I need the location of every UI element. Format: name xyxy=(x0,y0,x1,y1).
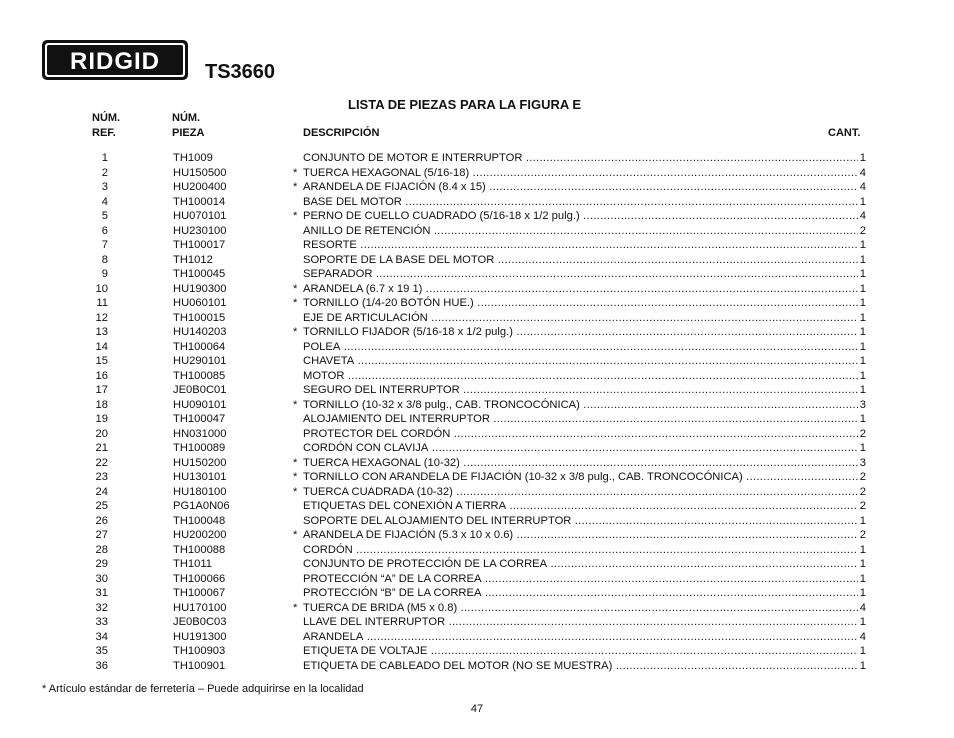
ref-number: 10 xyxy=(95,282,108,295)
part-quantity: 1 xyxy=(859,239,866,251)
ref-number: 4 xyxy=(101,195,108,208)
part-quantity: 1 xyxy=(859,514,866,527)
ref-number: 34 xyxy=(95,630,108,643)
standard-hardware-marker: * xyxy=(293,529,298,541)
part-description: PROTECCIÓN “B” DE LA CORREA ..... xyxy=(303,586,860,601)
part-number: HU150500 xyxy=(173,166,227,179)
parts-list-title: LISTA DE PIEZAS PARA LA FIGURA E xyxy=(348,97,582,112)
part-description: PERNO DE CUELLO CUADRADO (5/16-18 x 1/2 pulg.) ..... xyxy=(303,209,860,224)
part-number: HU230100 xyxy=(173,224,227,237)
part-quantity: 1 xyxy=(859,616,866,628)
ref-number: 8 xyxy=(101,253,108,266)
header-ref-line1: NÚM. xyxy=(92,112,121,124)
part-description: TUERCA CUADRADA (10-32) ..... xyxy=(303,485,860,500)
ref-number: 9 xyxy=(101,268,108,280)
part-quantity: 3 xyxy=(859,398,866,411)
standard-hardware-marker: * xyxy=(293,326,298,338)
part-number: HU090101 xyxy=(173,398,227,411)
part-number: TH100067 xyxy=(173,587,226,599)
part-number: HU170100 xyxy=(173,601,227,614)
part-description: BASE DEL MOTOR ..... xyxy=(303,195,860,210)
header-ref-line2: REF. xyxy=(92,127,116,139)
part-description: SEPARADOR ..... xyxy=(303,267,860,282)
part-quantity: 2 xyxy=(859,427,866,440)
header-piece-line1: NÚM. xyxy=(172,112,201,124)
part-quantity: 1 xyxy=(859,659,866,672)
part-number: JE0B0C03 xyxy=(173,616,227,628)
part-description: POLEA ..... xyxy=(303,340,860,355)
ref-number: 31 xyxy=(95,587,108,599)
ref-number: 17 xyxy=(95,384,108,396)
part-number: HU060101 xyxy=(173,297,227,309)
ref-number: 12 xyxy=(95,311,108,324)
ref-number: 14 xyxy=(95,340,108,353)
ref-number: 25 xyxy=(95,500,108,512)
table-row xyxy=(0,311,954,326)
standard-hardware-marker: * xyxy=(293,398,298,411)
table-row xyxy=(0,514,954,529)
table-row xyxy=(0,195,954,210)
part-number: TH100088 xyxy=(173,543,226,556)
part-description: EJE DE ARTICULACIÓN ..... xyxy=(303,311,860,326)
header-piece-line2: PIEZA xyxy=(172,127,205,139)
part-number: TH100901 xyxy=(173,659,226,672)
part-quantity: 1 xyxy=(859,340,866,353)
standard-hardware-marker: * xyxy=(293,282,298,295)
part-quantity: 1 xyxy=(859,587,866,599)
part-number: TH100066 xyxy=(173,572,226,585)
ref-number: 11 xyxy=(96,297,108,309)
part-number: HU200200 xyxy=(173,529,227,541)
header-description: DESCRIPCIÓN xyxy=(303,127,380,139)
part-description: ANILLO DE RETENCIÓN ..... xyxy=(303,224,860,239)
part-description: PROTECCIÓN “A” DE LA CORREA ..... xyxy=(303,572,860,587)
footnote: * Artículo estándar de ferretería – Puede adquirirse en la localidad xyxy=(42,683,364,695)
part-description: MOTOR ..... xyxy=(303,369,860,384)
table-row xyxy=(0,485,954,500)
part-number: TH1009 xyxy=(173,152,213,164)
table-row xyxy=(0,296,954,311)
part-quantity: 1 xyxy=(859,253,866,266)
table-row xyxy=(0,427,954,442)
part-description: ARANDELA ..... xyxy=(303,630,860,645)
table-row xyxy=(0,601,954,616)
table-row xyxy=(0,398,954,413)
part-number: HN031000 xyxy=(173,427,227,440)
part-number: HU180100 xyxy=(173,485,227,498)
part-description: ETIQUETA DE CABLEADO DEL MOTOR (NO SE MUESTRA) ..... xyxy=(303,659,860,674)
ref-number: 22 xyxy=(95,456,108,469)
page-number: 47 xyxy=(470,703,484,715)
part-description: TUERCA HEXAGONAL (5/16-18) ..... xyxy=(303,166,860,181)
table-row xyxy=(0,340,954,355)
ref-number: 6 xyxy=(101,224,108,237)
part-quantity: 3 xyxy=(859,456,866,469)
table-row xyxy=(0,253,954,268)
ref-number: 28 xyxy=(95,543,108,556)
standard-hardware-marker: * xyxy=(293,166,298,179)
part-description: SOPORTE DE LA BASE DEL MOTOR ..... xyxy=(303,253,860,268)
ref-number: 13 xyxy=(95,326,108,338)
ref-number: 18 xyxy=(95,398,108,411)
part-quantity: 1 xyxy=(859,326,866,338)
part-number: TH100089 xyxy=(173,442,226,454)
part-description: ALOJAMIENTO DEL INTERRUPTOR ..... xyxy=(303,412,860,427)
part-number: HU191300 xyxy=(173,630,227,643)
ref-number: 33 xyxy=(95,616,108,628)
part-number: TH1012 xyxy=(173,253,213,266)
ref-number: 16 xyxy=(95,369,108,382)
table-row xyxy=(0,470,954,485)
part-description: ARANDELA (6.7 x 19 1) ..... xyxy=(303,282,860,297)
table-row xyxy=(0,166,954,181)
ridgid-logo-mark xyxy=(42,40,188,80)
table-row xyxy=(0,557,954,572)
part-description: RESORTE ..... xyxy=(303,238,860,253)
part-number: TH100064 xyxy=(173,340,226,353)
table-row xyxy=(0,441,954,456)
part-quantity: 1 xyxy=(859,152,866,164)
part-description: CONJUNTO DE PROTECCIÓN DE LA CORREA ..... xyxy=(303,557,860,572)
header-quantity: CANT. xyxy=(828,127,861,139)
table-row xyxy=(0,644,954,659)
ref-number: 32 xyxy=(95,601,108,614)
ref-number: 15 xyxy=(95,355,108,367)
part-number: TH100017 xyxy=(173,239,226,251)
ref-number: 36 xyxy=(95,659,108,672)
part-description: TUERCA HEXAGONAL (10-32) ..... xyxy=(303,456,860,471)
table-row xyxy=(0,325,954,340)
part-quantity: 1 xyxy=(859,543,866,556)
part-number: HU130101 xyxy=(173,471,227,483)
ref-number: 21 xyxy=(95,442,108,454)
ref-number: 29 xyxy=(95,558,108,570)
standard-hardware-marker: * xyxy=(293,181,298,193)
ref-number: 2 xyxy=(101,166,108,179)
standard-hardware-marker: * xyxy=(293,601,298,614)
part-quantity: 1 xyxy=(859,282,866,295)
ref-number: 30 xyxy=(95,572,108,585)
table-row xyxy=(0,354,954,369)
table-row xyxy=(0,572,954,587)
part-description: TORNILLO (10-32 x 3/8 pulg., CAB. TRONCOCÓNICA) ..... xyxy=(303,398,860,413)
part-number: TH100047 xyxy=(173,413,226,425)
ref-number: 3 xyxy=(101,181,108,193)
part-quantity: 1 xyxy=(859,355,866,367)
table-row xyxy=(0,209,954,224)
logo-wordmark: RIDGID xyxy=(70,48,160,75)
part-number: HU140203 xyxy=(173,326,227,338)
part-quantity: 1 xyxy=(859,369,866,382)
part-quantity: 4 xyxy=(859,210,866,222)
ref-number: 23 xyxy=(95,471,108,483)
part-number: JE0B0C01 xyxy=(173,384,227,396)
table-row xyxy=(0,659,954,674)
part-description: TORNILLO FIJADOR (5/16-18 x 1/2 pulg.) ..... xyxy=(303,325,860,340)
table-row xyxy=(0,543,954,558)
table-row xyxy=(0,615,954,630)
standard-hardware-marker: * xyxy=(293,456,298,469)
part-number: TH100048 xyxy=(173,514,226,527)
part-quantity: 1 xyxy=(859,413,866,425)
table-row xyxy=(0,586,954,601)
standard-hardware-marker: * xyxy=(293,297,298,309)
table-row xyxy=(0,151,954,166)
table-row xyxy=(0,412,954,427)
part-quantity: 1 xyxy=(859,195,866,208)
part-description: ETIQUETAS DEL CONEXIÓN A TIERRA ..... xyxy=(303,499,860,514)
part-number: HU190300 xyxy=(173,282,227,295)
part-quantity: 2 xyxy=(859,529,866,541)
ref-number: 20 xyxy=(95,427,108,440)
ref-number: 7 xyxy=(101,239,108,251)
part-quantity: 1 xyxy=(859,442,866,454)
part-quantity: 2 xyxy=(859,485,866,498)
part-description: TORNILLO (1/4-20 BOTÓN HUE.) ..... xyxy=(303,296,860,311)
part-quantity: 2 xyxy=(859,471,866,483)
part-number: TH100045 xyxy=(173,268,226,280)
part-number: HU200400 xyxy=(173,181,227,193)
part-number: TH100015 xyxy=(173,311,226,324)
part-description: LLAVE DEL INTERRUPTOR ..... xyxy=(303,615,860,630)
table-row xyxy=(0,224,954,239)
part-description: TORNILLO CON ARANDELA DE FIJACIÓN (10-32 x 3/8 pulg., CAB. TRONCOCÓNICA) ..... xyxy=(303,470,860,485)
part-quantity: 1 xyxy=(859,268,866,280)
parts-table xyxy=(0,151,954,673)
part-description: ETIQUETA DE VOLTAJE ..... xyxy=(303,644,860,659)
part-quantity: 2 xyxy=(859,224,866,237)
part-description: ARANDELA DE FIJACIÓN (5.3 x 10 x 0.6) ..... xyxy=(303,528,860,543)
part-description: TUERCA DE BRIDA (M5 x 0.8) ..... xyxy=(303,601,860,616)
part-quantity: 4 xyxy=(859,630,866,643)
part-description: CHAVETA ..... xyxy=(303,354,860,369)
part-number: TH100014 xyxy=(173,195,226,208)
model-number: TS3660 xyxy=(205,61,276,83)
standard-hardware-marker: * xyxy=(293,485,298,498)
part-description: ARANDELA DE FIJACIÓN (8.4 x 15) ..... xyxy=(303,180,860,195)
ref-number: 35 xyxy=(95,645,108,657)
table-row xyxy=(0,630,954,645)
part-number: HU070101 xyxy=(173,210,227,222)
part-quantity: 1 xyxy=(859,645,866,657)
part-quantity: 1 xyxy=(859,297,866,309)
ref-number: 24 xyxy=(95,485,108,498)
part-quantity: 4 xyxy=(859,601,866,614)
part-quantity: 1 xyxy=(859,558,866,570)
table-row xyxy=(0,238,954,253)
table-row xyxy=(0,180,954,195)
part-description: SEGURO DEL INTERRUPTOR ..... xyxy=(303,383,860,398)
table-row xyxy=(0,383,954,398)
part-description: CORDÓN ..... xyxy=(303,543,860,558)
part-description: PROTECTOR DEL CORDÓN ..... xyxy=(303,427,860,442)
table-row xyxy=(0,499,954,514)
part-number: TH100903 xyxy=(173,645,226,657)
part-quantity: 1 xyxy=(859,572,866,585)
part-description: CONJUNTO DE MOTOR E INTERRUPTOR ..... xyxy=(303,151,860,166)
table-row xyxy=(0,267,954,282)
part-quantity: 4 xyxy=(859,166,866,179)
standard-hardware-marker: * xyxy=(293,210,298,222)
ref-number: 1 xyxy=(101,152,108,164)
part-description: SOPORTE DEL ALOJAMIENTO DEL INTERRUPTOR ..... xyxy=(303,514,860,529)
part-number: TH1011 xyxy=(173,558,212,570)
table-row xyxy=(0,282,954,297)
table-row xyxy=(0,456,954,471)
part-description: CORDÓN CON CLAVIJA ..... xyxy=(303,441,860,456)
part-quantity: 1 xyxy=(859,311,866,324)
ref-number: 26 xyxy=(95,514,108,527)
part-quantity: 2 xyxy=(859,500,866,512)
ref-number: 5 xyxy=(101,210,108,222)
table-row xyxy=(0,528,954,543)
part-number: PG1A0N06 xyxy=(173,500,230,512)
ref-number: 27 xyxy=(95,529,108,541)
part-number: HU150200 xyxy=(173,456,227,469)
part-number: TH100085 xyxy=(173,369,226,382)
part-quantity: 4 xyxy=(859,181,866,193)
standard-hardware-marker: * xyxy=(293,471,298,483)
part-number: HU290101 xyxy=(173,355,227,367)
ref-number: 19 xyxy=(95,413,108,425)
ridgid-logo xyxy=(42,40,188,80)
table-row xyxy=(0,369,954,384)
part-quantity: 1 xyxy=(859,384,866,396)
